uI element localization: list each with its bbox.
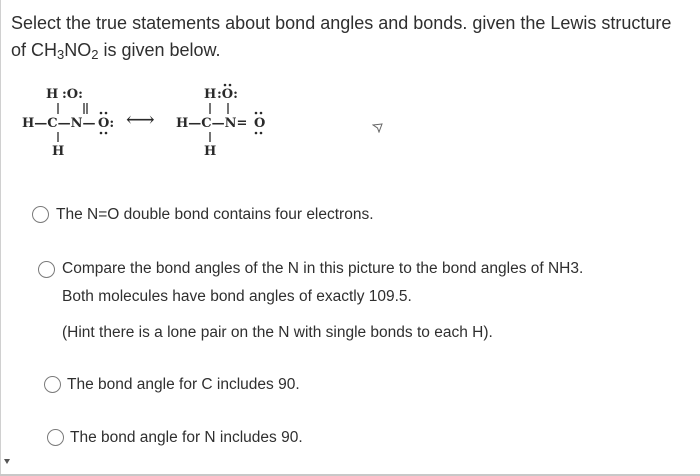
option-4-label: The bond angle for N includes 90.: [70, 429, 303, 446]
question-line-2: [11, 37, 691, 64]
formula-subscript-2: 2: [91, 47, 99, 62]
left-top-o: :O:: [62, 87, 83, 102]
left-top-h: H: [46, 87, 59, 102]
option-3-radio[interactable]: [44, 376, 61, 393]
formula-part-ch: of CH: [11, 40, 58, 60]
left-bottom-h: H: [52, 144, 65, 159]
lewis-structure-image: [18, 82, 278, 166]
option-2-text: [62, 258, 662, 344]
question-text: [11, 10, 691, 64]
option-2-radio[interactable]: [38, 261, 55, 278]
question-line-2-suffix: is given below.: [98, 40, 221, 60]
formula-subscript-3: 3: [57, 47, 65, 62]
question-line-1: Select the true statements about bond angles and bonds. given the Lewis structure: [11, 13, 672, 33]
resonance-arrow: ⟷: [126, 107, 155, 131]
right-top-h: H: [204, 87, 217, 102]
option-2-hint: (Hint there is a lone pair on the N with single bonds to each H).: [62, 324, 493, 341]
right-resonance-structure: [176, 84, 265, 159]
right-main-row: H—C—N=: [176, 116, 248, 131]
option-3[interactable]: [44, 374, 300, 396]
scroll-marker-icon: [4, 452, 10, 470]
option-1-label: The N=O double bond contains four electrons.: [56, 206, 374, 223]
right-top-o: :O:: [217, 87, 238, 102]
option-4-radio[interactable]: [47, 429, 64, 446]
option-2[interactable]: [38, 258, 662, 344]
left-single-o: O:: [98, 116, 115, 131]
mouse-cursor-icon: [372, 120, 384, 138]
option-2-label-line2: Both molecules have bond angles of exactly 109.5.: [62, 288, 412, 305]
option-3-label: The bond angle for C includes 90.: [67, 376, 300, 393]
right-double-o: O: [254, 116, 266, 131]
left-border: [0, 0, 1, 476]
right-bottom-h: H: [204, 144, 217, 159]
option-1[interactable]: [32, 204, 374, 226]
option-1-radio[interactable]: [32, 206, 49, 223]
option-4[interactable]: [47, 427, 303, 449]
formula-part-no: NO: [64, 40, 92, 60]
option-2-label: Compare the bond angles of the N in this picture to the bond angles of NH3.: [62, 260, 584, 277]
left-resonance-structure: [22, 87, 114, 159]
left-main-row: H—C—N—: [22, 116, 96, 131]
